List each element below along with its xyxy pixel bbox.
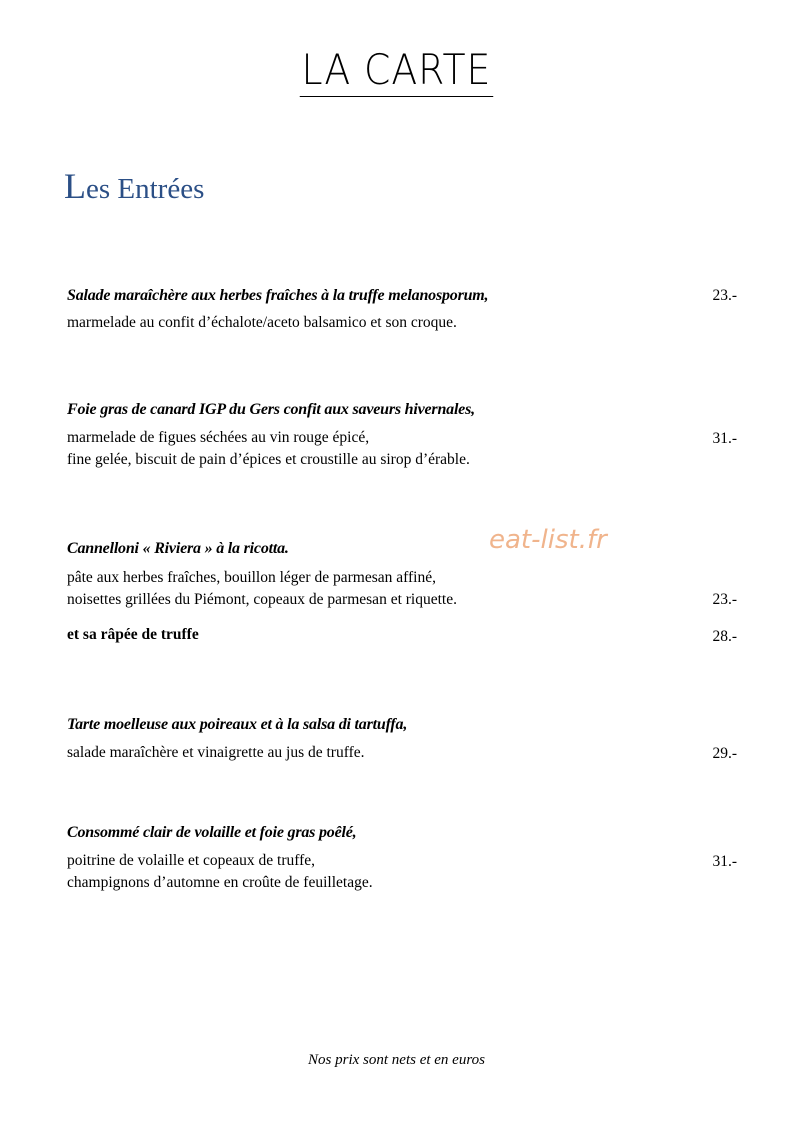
dish-description <box>67 312 737 334</box>
menu-item <box>67 286 737 334</box>
section-title <box>64 165 204 207</box>
dish-name: Foie gras de canard IGP du Gers confit aux saveurs hivernales, <box>67 401 475 418</box>
dish-price: 23.- <box>712 287 737 304</box>
dish-description-line: pâte aux herbes fraîches, bouillon léger de parmesan affiné, <box>67 569 436 586</box>
dish-price: 31.- <box>712 430 737 447</box>
dish-description <box>67 850 737 894</box>
section-title-initial: L <box>64 166 86 206</box>
dish-description-line: poitrine de volaille et copeaux de truffe, <box>67 852 316 869</box>
menu-item <box>67 715 737 764</box>
dish-description <box>67 567 737 611</box>
price-note: Nos prix sont nets et en euros <box>308 1052 485 1068</box>
dish-price: 29.- <box>712 745 737 762</box>
dish-description-line: salade maraîchère et vinaigrette au jus de truffe. <box>67 744 365 761</box>
dish-price: 23.- <box>712 591 737 608</box>
watermark: eat-list.fr <box>489 525 607 555</box>
dish-description-line: marmelade au confit d’échalote/aceto balsamico et son croque. <box>67 314 457 331</box>
menu-item <box>67 539 737 644</box>
menu-item <box>67 400 737 471</box>
dish-description <box>67 427 737 471</box>
menu-item <box>67 823 737 894</box>
page-title <box>0 46 793 97</box>
dish-description-line: fine gelée, biscuit de pain d’épices et croustille au sirop d’érable. <box>67 451 470 468</box>
dish-description-line: champignons d’automne en croûte de feuilletage. <box>67 874 373 891</box>
dish-name: Cannelloni « Riviera » à la ricotta. <box>67 540 289 557</box>
dish-price: 31.- <box>712 853 737 870</box>
dish-name: Tarte moelleuse aux poireaux et à la salsa di tartuffa, <box>67 716 408 733</box>
dish-description-line: noisettes grillées du Piémont, copeaux de parmesan et riquette. <box>67 591 457 608</box>
addon-price: 28.- <box>712 628 737 645</box>
dish-addon: et sa râpée de truffe <box>67 626 199 643</box>
page-title-text: LA CARTE <box>300 46 493 97</box>
dish-description-line: marmelade de figues séchées au vin rouge épicé, <box>67 429 370 446</box>
section-title-rest: es Entrées <box>86 173 205 205</box>
dish-name: Consommé clair de volaille et foie gras poêlé, <box>67 824 357 841</box>
dish-name: Salade maraîchère aux herbes fraîches à la truffe melanosporum, <box>67 287 489 304</box>
dish-description <box>67 742 737 764</box>
